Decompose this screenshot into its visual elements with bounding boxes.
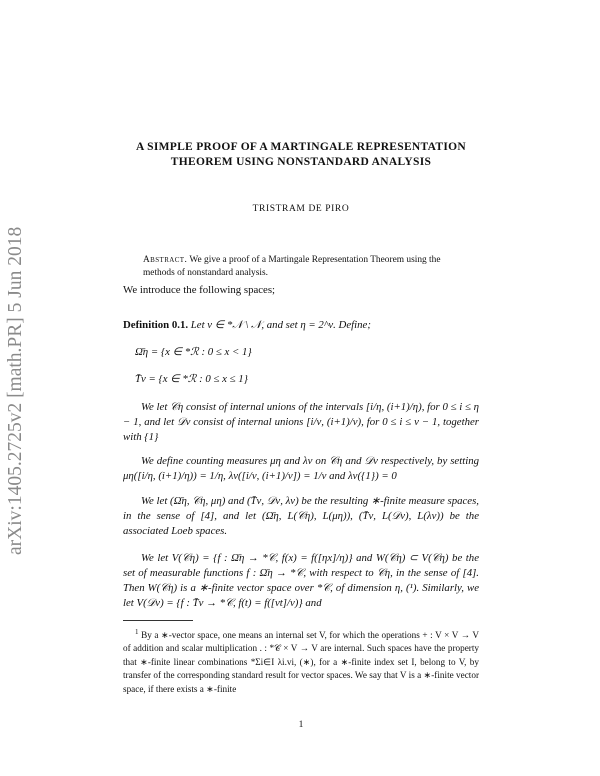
paragraph-measures: We define counting measures μη and λν on 𝒞η and 𝒟ν respectively, by setting μη([i/η, (i+1)/η)) = 1/η, λν([i/ν, (i+1)/ν]) = 1/ν and λν({1}) = 0 — [123, 455, 479, 482]
footnote — [123, 626, 479, 696]
footnote-marker: 1 — [135, 628, 139, 636]
paragraph-loeb: We let (Ω̄η, 𝒞η, μη) and (T̄ν, 𝒟ν, λν) be the resulting ∗-finite measure spaces, in the sense of [4], and let (Ω̄η, L(𝒞η), L(μη)), (T̄ν, L(𝒟ν), L(λν)) be the associated Loeb spaces. — [123, 495, 479, 537]
footnote-rule — [123, 620, 193, 621]
abstract — [143, 254, 459, 280]
equation-tau: T̄ν = {x ∈ *ℛ : 0 ≤ x ≤ 1} — [135, 373, 248, 385]
paper-title: A SIMPLE PROOF OF A MARTINGALE REPRESENTATION THEOREM USING NONSTANDARD ANALYSIS — [135, 141, 467, 168]
footnote-text: By a ∗-vector space, one means an internal set V, for which the operations + : V × V → V of addition and scalar multiplication . : *𝒞 × V → V are internal. Such spaces have the property that ∗-finite linear combinations *Σi∈I λi.vi, (∗), for a ∗-finite index set I, belong to V, by transfer of the corresponding standard result for vector spaces. We say that V is a ∗-finite vector space, if there exists a ∗-finite — [123, 630, 480, 694]
paragraph-vector-spaces: We let V(𝒞η) = {f : Ω̄η → *𝒞, f(x) = f([ηx]/η)} and W(𝒞η) ⊂ V(𝒞η) be the set of measurable functions f : Ω̄η → *𝒞, with respect to 𝒞η, in the sense of [4]. Then W(𝒞η) is a ∗-finite vector space over *𝒞, of dimension η, (¹). Similarly, we let V(𝒟ν) = {f : T̄ν → *𝒞, f(t) = f([νt]/ν)} and — [123, 552, 479, 609]
equation-omega: Ω̄η = {x ∈ *ℛ : 0 ≤ x < 1} — [135, 346, 252, 358]
arxiv-identifier: arXiv:1405.2725v2 [math.PR] 5 Jun 2018 — [5, 226, 26, 555]
intro-text: We introduce the following spaces; — [123, 284, 276, 296]
definition-label: Definition 0.1. — [123, 319, 189, 331]
abstract-label: Abstract. — [143, 255, 188, 265]
abstract-text: We give a proof of a Martingale Representation Theorem using the methods of nonstandard analysis. — [143, 255, 441, 278]
definition-block — [123, 318, 479, 333]
definition-text: Let ν ∈ *𝒩 \ 𝒩, and set η = 2^ν. Define; — [190, 319, 371, 331]
author-name: TRISTRAM DE PIRO — [252, 204, 350, 214]
paragraph-intervals: We let 𝒞η consist of internal unions of the intervals [i/η, (i+1)/η), for 0 ≤ i ≤ η − 1, and let 𝒟ν consist of internal unions [i/ν, (i+1)/ν), for 0 ≤ i ≤ ν − 1, together with {1} — [123, 401, 479, 443]
page-number: 1 — [298, 720, 304, 730]
